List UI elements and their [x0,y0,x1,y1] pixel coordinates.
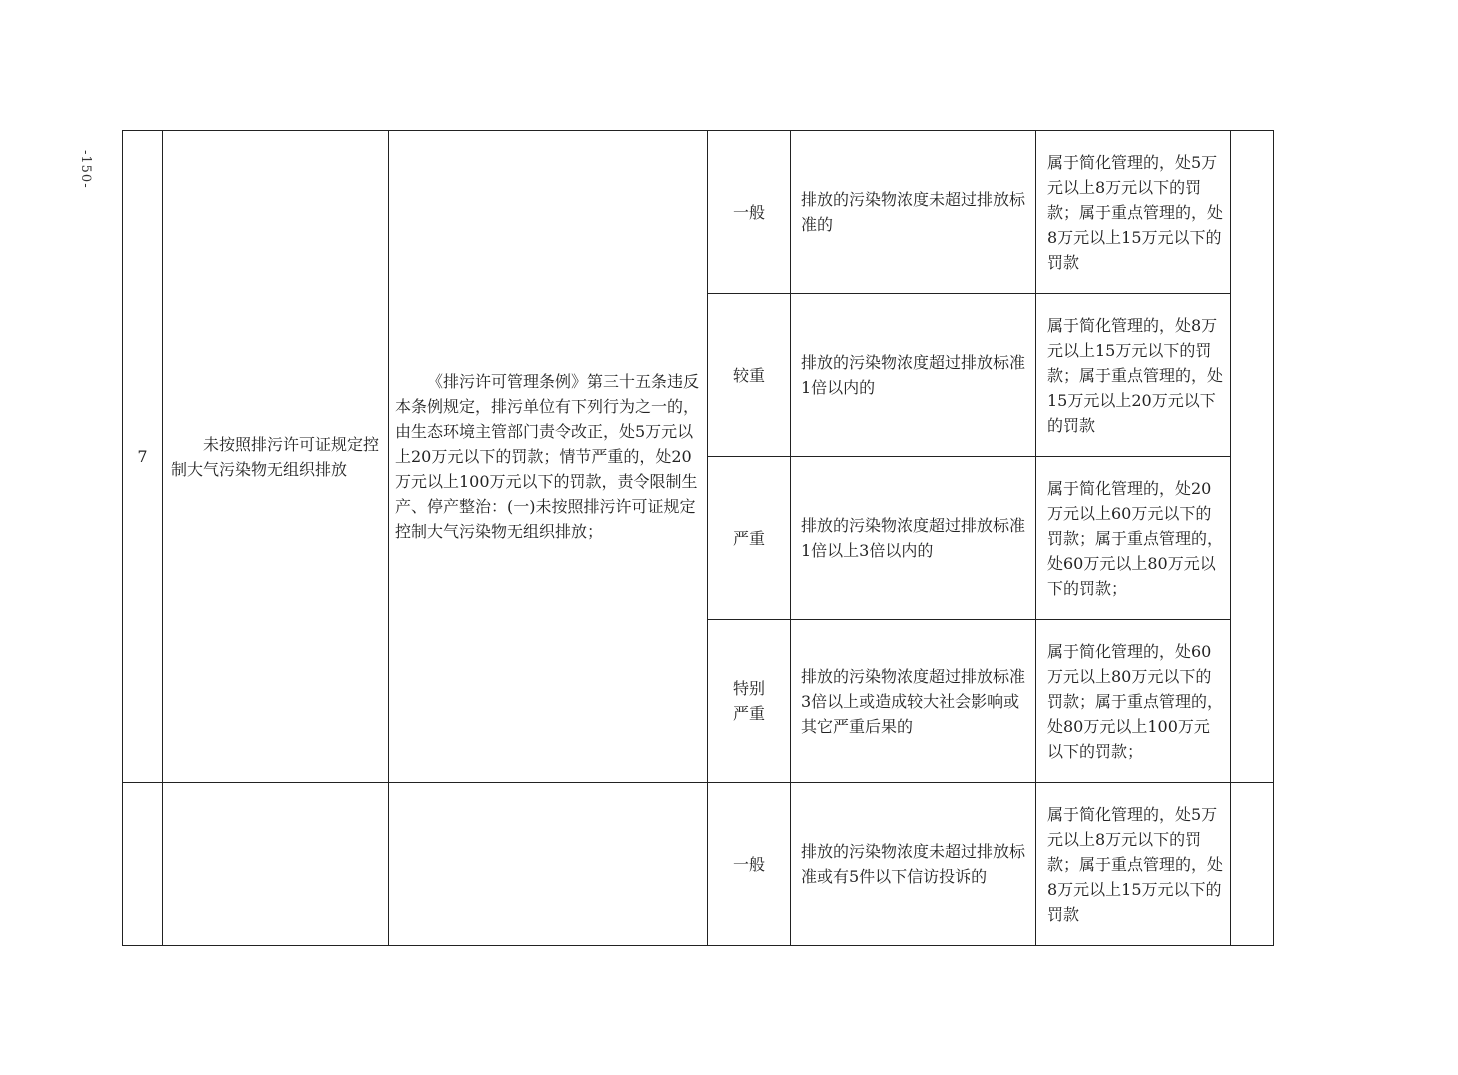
item-index [123,783,163,946]
remarks-cell [1231,783,1274,946]
legal-basis [389,783,708,946]
severity-level: 一般 [708,131,791,294]
severity-level-line: 严重 [732,704,765,723]
violation-description: 未按照排污许可证规定控制大气污染物无组织排放 [163,131,389,783]
penalty-standard: 属于简化管理的，处5万元以上8万元以下的罚款；属于重点管理的，处8万元以上15万元以下的罚款 [1036,783,1231,946]
penalty-standard: 属于简化管理的，处5万元以上8万元以下的罚款；属于重点管理的，处8万元以上15万元以下的罚款 [1036,131,1231,294]
severity-level [708,620,791,783]
penalty-standard: 属于简化管理的，处8万元以上15万元以下的罚款；属于重点管理的，处15万元以上20万元以下的罚款 [1036,294,1231,457]
severity-level: 一般 [708,783,791,946]
remarks-cell [1231,131,1274,783]
penalty-standards-table [122,130,1274,946]
item-index: 7 [123,131,163,783]
penalty-standard: 属于简化管理的，处60万元以上80万元以下的罚款；属于重点管理的，处80万元以上100万元以下的罚款； [1036,620,1231,783]
table-row [123,783,1274,946]
violation-circumstance: 排放的污染物浓度未超过排放标准或有5件以下信访投诉的 [791,783,1036,946]
penalty-standard: 属于简化管理的，处20万元以上60万元以下的罚款；属于重点管理的，处60万元以上80万元以下的罚款； [1036,457,1231,620]
page-number: -150- [78,150,93,189]
violation-description [163,783,389,946]
severity-level-line: 特别 [732,679,765,698]
severity-level: 严重 [708,457,791,620]
violation-circumstance: 排放的污染物浓度超过排放标准1倍以上3倍以内的 [791,457,1036,620]
table-row [123,131,1274,294]
legal-basis: 《排污许可管理条例》第三十五条违反本条例规定，排污单位有下列行为之一的，由生态环境主管部门责令改正，处5万元以上20万元以下的罚款；情节严重的，处20万元以上100万元以下的罚款，责令限制生产、停产整治：(一)未按照排污许可证规定控制大气污染物无组织排放； [389,131,708,783]
violation-circumstance: 排放的污染物浓度超过排放标准3倍以上或造成较大社会影响或其它严重后果的 [791,620,1036,783]
violation-circumstance: 排放的污染物浓度未超过排放标准的 [791,131,1036,294]
severity-level: 较重 [708,294,791,457]
violation-circumstance: 排放的污染物浓度超过排放标准1倍以内的 [791,294,1036,457]
